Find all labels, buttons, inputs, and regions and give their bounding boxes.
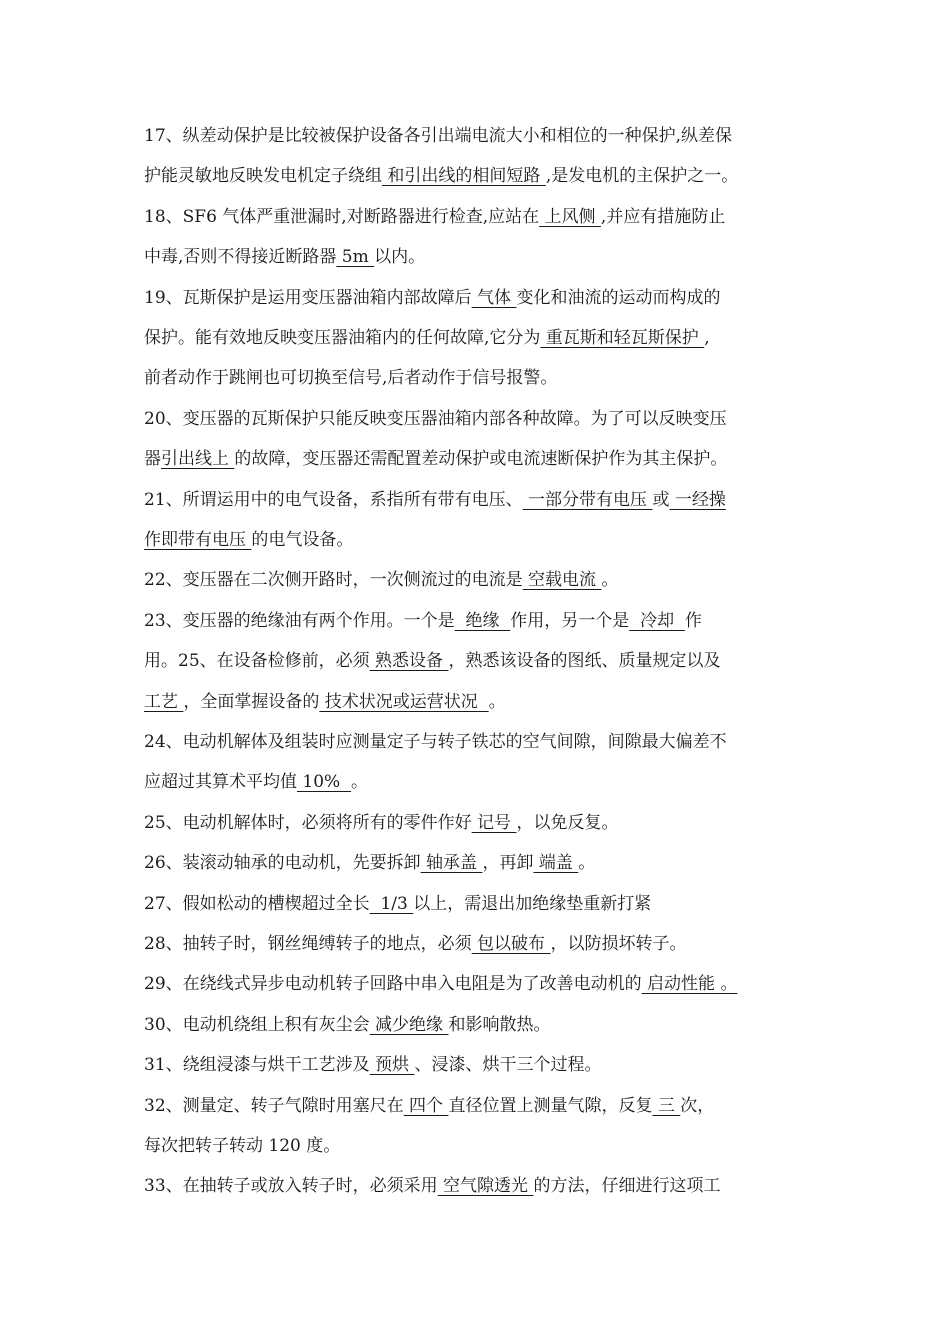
text-line bbox=[144, 684, 824, 720]
answer-blank: 轴承盖 bbox=[420, 853, 483, 874]
text-segment: 17、纵差动保护是比较被保护设备各引出端电流大小和相位的一种保护,纵差保 bbox=[144, 126, 733, 146]
text-segment: 用。25、在设备检修前，必须 bbox=[144, 651, 370, 672]
text-segment: 作 bbox=[684, 610, 702, 631]
text-segment: 31、绕组浸漆与烘干工艺涉及 bbox=[144, 1055, 370, 1076]
text-line bbox=[144, 1168, 824, 1204]
text-segment: 前者动作于跳闸也可切换至信号,后者动作于信号报警。 bbox=[144, 368, 558, 389]
text-segment: 27、假如松动的槽楔超过全长 bbox=[144, 893, 370, 914]
text-segment: 中毒,否则不得接近断路器 bbox=[144, 247, 337, 268]
answer-blank: 技术状况或运营状况 bbox=[319, 691, 489, 712]
text-segment: 次， bbox=[680, 1095, 715, 1116]
text-segment: 18、SF6 气体严重泄漏时,对断路器进行检查,应站在 bbox=[144, 206, 540, 227]
text-segment: 、浸漆、烘干三个过程。 bbox=[414, 1055, 602, 1076]
text-segment: 和影响散热。 bbox=[448, 1014, 551, 1035]
text-line bbox=[144, 482, 824, 518]
text-segment: 的故障，变压器还需配置差动保护或电流速断保护作为其主保护。 bbox=[234, 449, 728, 470]
text-segment: 24、电动机解体及组装时应测量定子与转子铁芯的空气间隙，间隙最大偏差不 bbox=[144, 732, 727, 752]
text-segment: 以上，需退出加绝缘垫重新打紧 bbox=[413, 893, 652, 914]
text-segment: ,并应有措施防止 bbox=[600, 206, 726, 227]
answer-blank: 一部分带有电压 bbox=[522, 489, 653, 510]
text-segment: 。 bbox=[578, 853, 596, 874]
text-line bbox=[144, 886, 824, 922]
text-segment: 直径位置上测量气隙，反复 bbox=[448, 1095, 653, 1116]
text-segment: 护能灵敏地反映发电机定子绕组 bbox=[144, 166, 382, 187]
text-line bbox=[144, 158, 824, 194]
text-segment: ，熟悉该设备的图纸、质量规定以及 bbox=[448, 651, 721, 672]
text-segment: 器 bbox=[144, 449, 161, 470]
text-line bbox=[144, 845, 824, 881]
answer-blank: 一经操 bbox=[669, 489, 726, 510]
answer-blank: 空气隙透光 bbox=[437, 1176, 534, 1197]
text-line bbox=[144, 1088, 824, 1124]
answer-blank: 和引出线的相间短路 bbox=[382, 166, 546, 187]
text-segment: , bbox=[704, 328, 710, 348]
text-segment: 32、测量定、转子气隙时用塞尺在 bbox=[144, 1095, 404, 1116]
text-segment: 22、变压器在二次侧开路时，一次侧流过的电流是 bbox=[144, 570, 523, 591]
text-line bbox=[144, 360, 824, 396]
answer-blank: 气体 bbox=[471, 287, 517, 308]
answer-blank: 冷却 bbox=[629, 610, 685, 631]
text-line bbox=[144, 199, 824, 235]
text-segment: 。 bbox=[351, 772, 368, 793]
answer-blank: 记号 bbox=[471, 812, 517, 833]
text-segment: 19、瓦斯保护是运用变压器油箱内部故障后 bbox=[144, 287, 472, 308]
answer-blank: 四个 bbox=[403, 1095, 449, 1116]
text-segment: 26、装滚动轴承的电动机，先要拆卸 bbox=[144, 853, 421, 874]
text-segment: 以内。 bbox=[374, 247, 426, 268]
text-segment: 21、所谓运用中的电气设备，系指所有带有电压、 bbox=[144, 489, 523, 510]
text-line bbox=[144, 320, 824, 356]
answer-blank: 重瓦斯和轻瓦斯保护 bbox=[540, 328, 705, 348]
text-segment: 。 bbox=[488, 691, 506, 712]
text-segment: 23、变压器的绝缘油有两个作用。一个是 bbox=[144, 610, 455, 631]
text-line bbox=[144, 764, 824, 800]
text-line bbox=[144, 401, 824, 437]
text-segment: 25、电动机解体时，必须将所有的零件作好 bbox=[144, 812, 472, 833]
text-line bbox=[144, 441, 824, 477]
text-line bbox=[144, 603, 824, 639]
text-segment: 33、在抽转子或放入转子时，必须采用 bbox=[144, 1176, 438, 1197]
answer-blank: 绝缘 bbox=[454, 610, 511, 631]
answer-blank: 5m bbox=[336, 247, 375, 268]
text-line bbox=[144, 118, 824, 154]
answer-blank: 空载电流 bbox=[522, 570, 602, 591]
answer-blank: 包以破布 bbox=[471, 934, 551, 954]
text-segment: 或 bbox=[652, 489, 670, 510]
answer-blank: 预烘 bbox=[369, 1055, 415, 1076]
answer-blank: 作即带有电压 bbox=[144, 530, 252, 550]
text-segment: 保护。能有效地反映变压器油箱内的任何故障,它分为 bbox=[144, 328, 541, 348]
text-segment: ，再卸 bbox=[482, 853, 534, 874]
text-line bbox=[144, 562, 824, 598]
answer-blank: 端盖 bbox=[533, 853, 579, 874]
text-segment: 20、变压器的瓦斯保护只能反映变压器油箱内部各种故障。为了可以反映变压 bbox=[144, 408, 727, 429]
text-segment: 。 bbox=[601, 570, 619, 591]
text-line bbox=[144, 1007, 824, 1043]
text-line bbox=[144, 966, 824, 1002]
text-line bbox=[144, 805, 824, 841]
text-segment: 变化和油流的运动而构成的 bbox=[516, 287, 721, 308]
text-line bbox=[144, 280, 824, 316]
text-segment: 的方法，仔细进行这项工 bbox=[533, 1176, 721, 1197]
text-segment: 28、抽转子时，钢丝绳缚转子的地点，必须 bbox=[144, 934, 472, 954]
answer-blank: 三 bbox=[652, 1095, 681, 1116]
answer-blank: 上风侧 bbox=[539, 206, 601, 227]
text-line bbox=[144, 239, 824, 275]
text-segment: 作用，另一个是 bbox=[510, 610, 630, 631]
text-segment: 30、电动机绕组上积有灰尘会 bbox=[144, 1014, 370, 1035]
answer-blank: 10% bbox=[297, 772, 351, 793]
answer-blank: 1/3 bbox=[369, 893, 414, 914]
text-segment: ,是发电机的主保护之一。 bbox=[545, 166, 739, 187]
text-line bbox=[144, 724, 824, 760]
text-segment: ，以防损坏转子。 bbox=[550, 934, 687, 954]
answer-blank: 启动性能 。 bbox=[641, 974, 738, 995]
text-line bbox=[144, 926, 824, 962]
text-segment: 29、在绕线式异步电动机转子回路中串入电阻是为了改善电动机的 bbox=[144, 974, 642, 995]
text-segment: 每次把转子转动 120 度。 bbox=[144, 1136, 341, 1156]
text-line bbox=[144, 1128, 824, 1164]
text-line bbox=[144, 1047, 824, 1083]
text-segment: ，以免反复。 bbox=[516, 812, 619, 833]
text-segment: 应超过其算术平均值 bbox=[144, 772, 297, 793]
answer-blank: 工艺 bbox=[144, 691, 184, 712]
text-segment: 的电气设备。 bbox=[251, 530, 354, 550]
text-line bbox=[144, 522, 824, 558]
text-segment: ，全面掌握设备的 bbox=[183, 691, 320, 712]
text-line bbox=[144, 643, 824, 679]
answer-blank: 引出线上 bbox=[161, 449, 235, 470]
answer-blank: 减少绝缘 bbox=[369, 1014, 449, 1035]
answer-blank: 熟悉设备 bbox=[369, 651, 449, 672]
